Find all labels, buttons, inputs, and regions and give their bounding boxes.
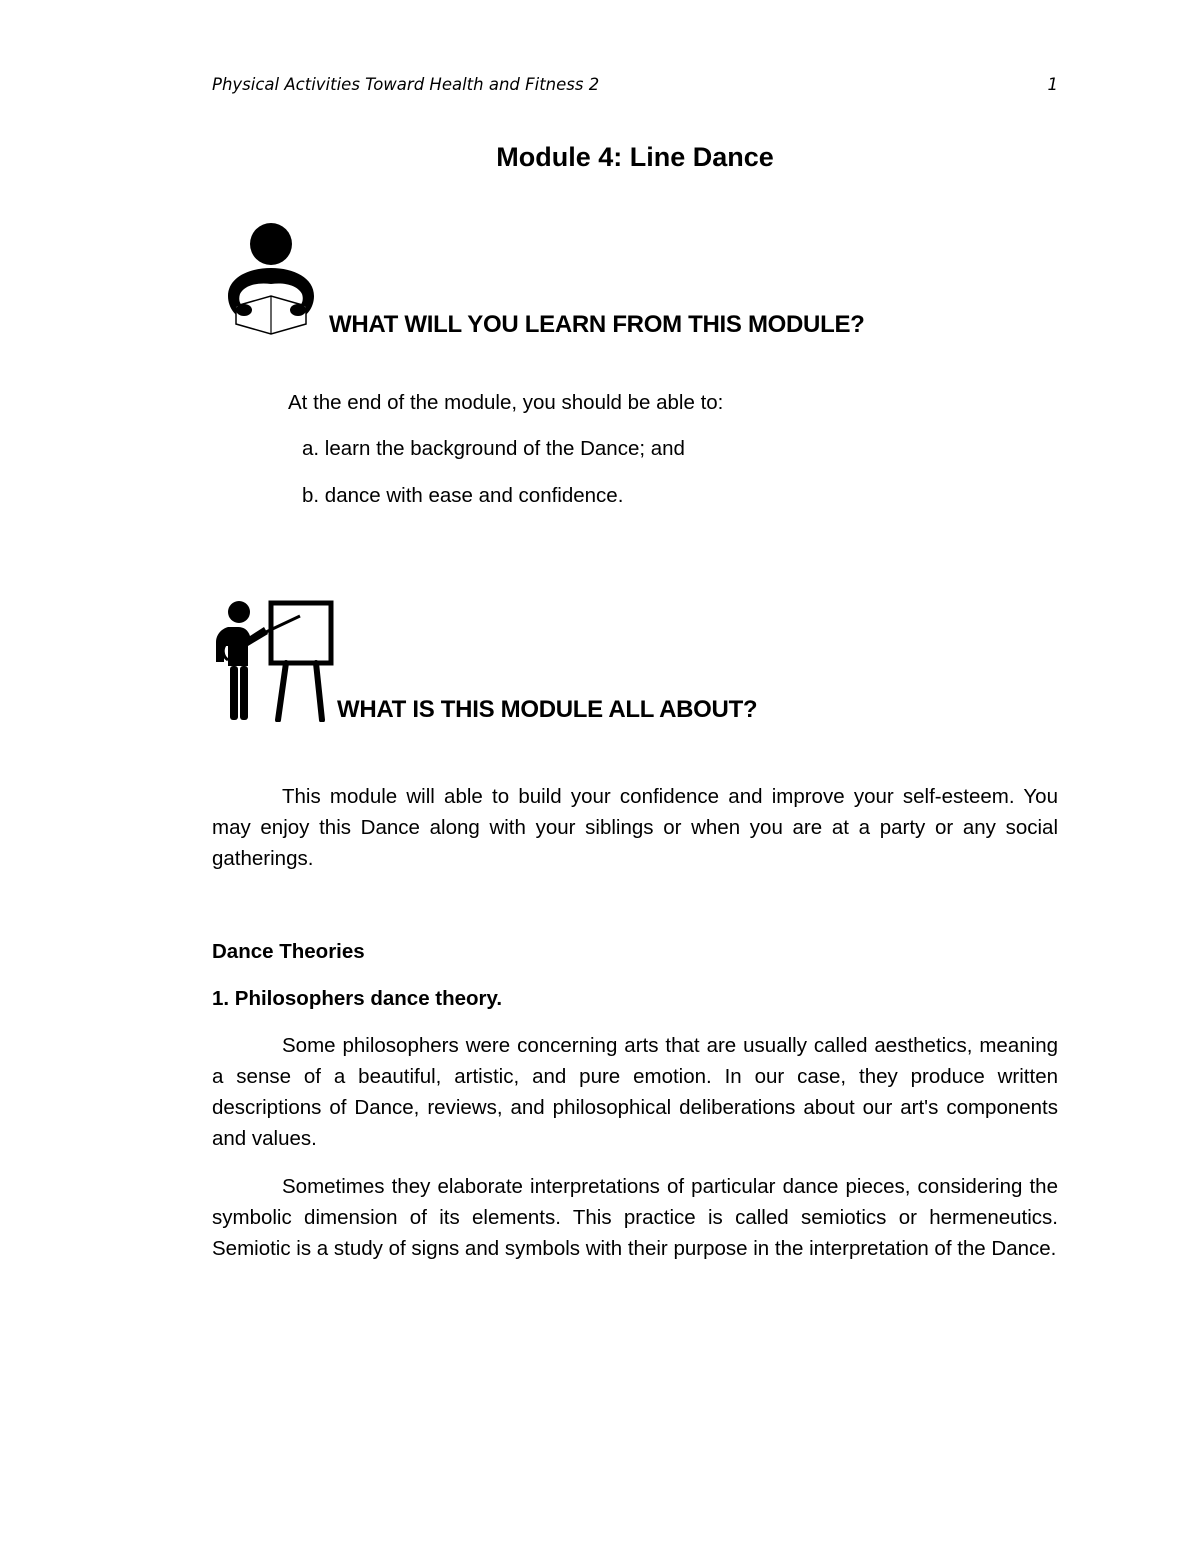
theories-heading: Dance Theories [212,940,365,963]
objective-item: b. dance with ease and confidence. [302,484,624,507]
objectives-intro: At the end of the module, you should be able to: [288,391,724,414]
objective-item: a. learn the background of the Dance; and [302,437,685,460]
student-reading-icon [224,222,316,336]
teacher-presentation-icon [212,600,336,722]
about-heading: WHAT IS THIS MODULE ALL ABOUT? [337,696,758,723]
theory-paragraph: Some philosophers were concerning arts that are usually called aesthetics, meaning a sense of a beautiful, artistic, and pure emotion. In our case, they produce written descriptions of Dance, reviews, and philosophical deliberations about our art's components and values. [212,1034,1058,1150]
theory-paragraph: Sometimes they elaborate interpretations of particular dance pieces, considering the symbolic dimension of its elements. This practice is called semiotics or hermeneutics. Semiotic is a study of signs and symbols with their purpose in the interpretation of the Dance. [212,1175,1058,1260]
module-title: Module 4: Line Dance [496,142,774,172]
page-number: 1 [1047,75,1058,94]
running-title: Physical Activities Toward Health and Fitness 2 [212,75,600,94]
learn-heading: WHAT WILL YOU LEARN FROM THIS MODULE? [329,311,865,338]
about-paragraph: This module will able to build your confidence and improve your self-esteem. You may enjoy this Dance along with your siblings or when you are at a party or any social gatherings. [212,785,1058,870]
philosophers-theory-heading: 1. Philosophers dance theory. [212,987,503,1010]
running-header [212,74,1058,96]
